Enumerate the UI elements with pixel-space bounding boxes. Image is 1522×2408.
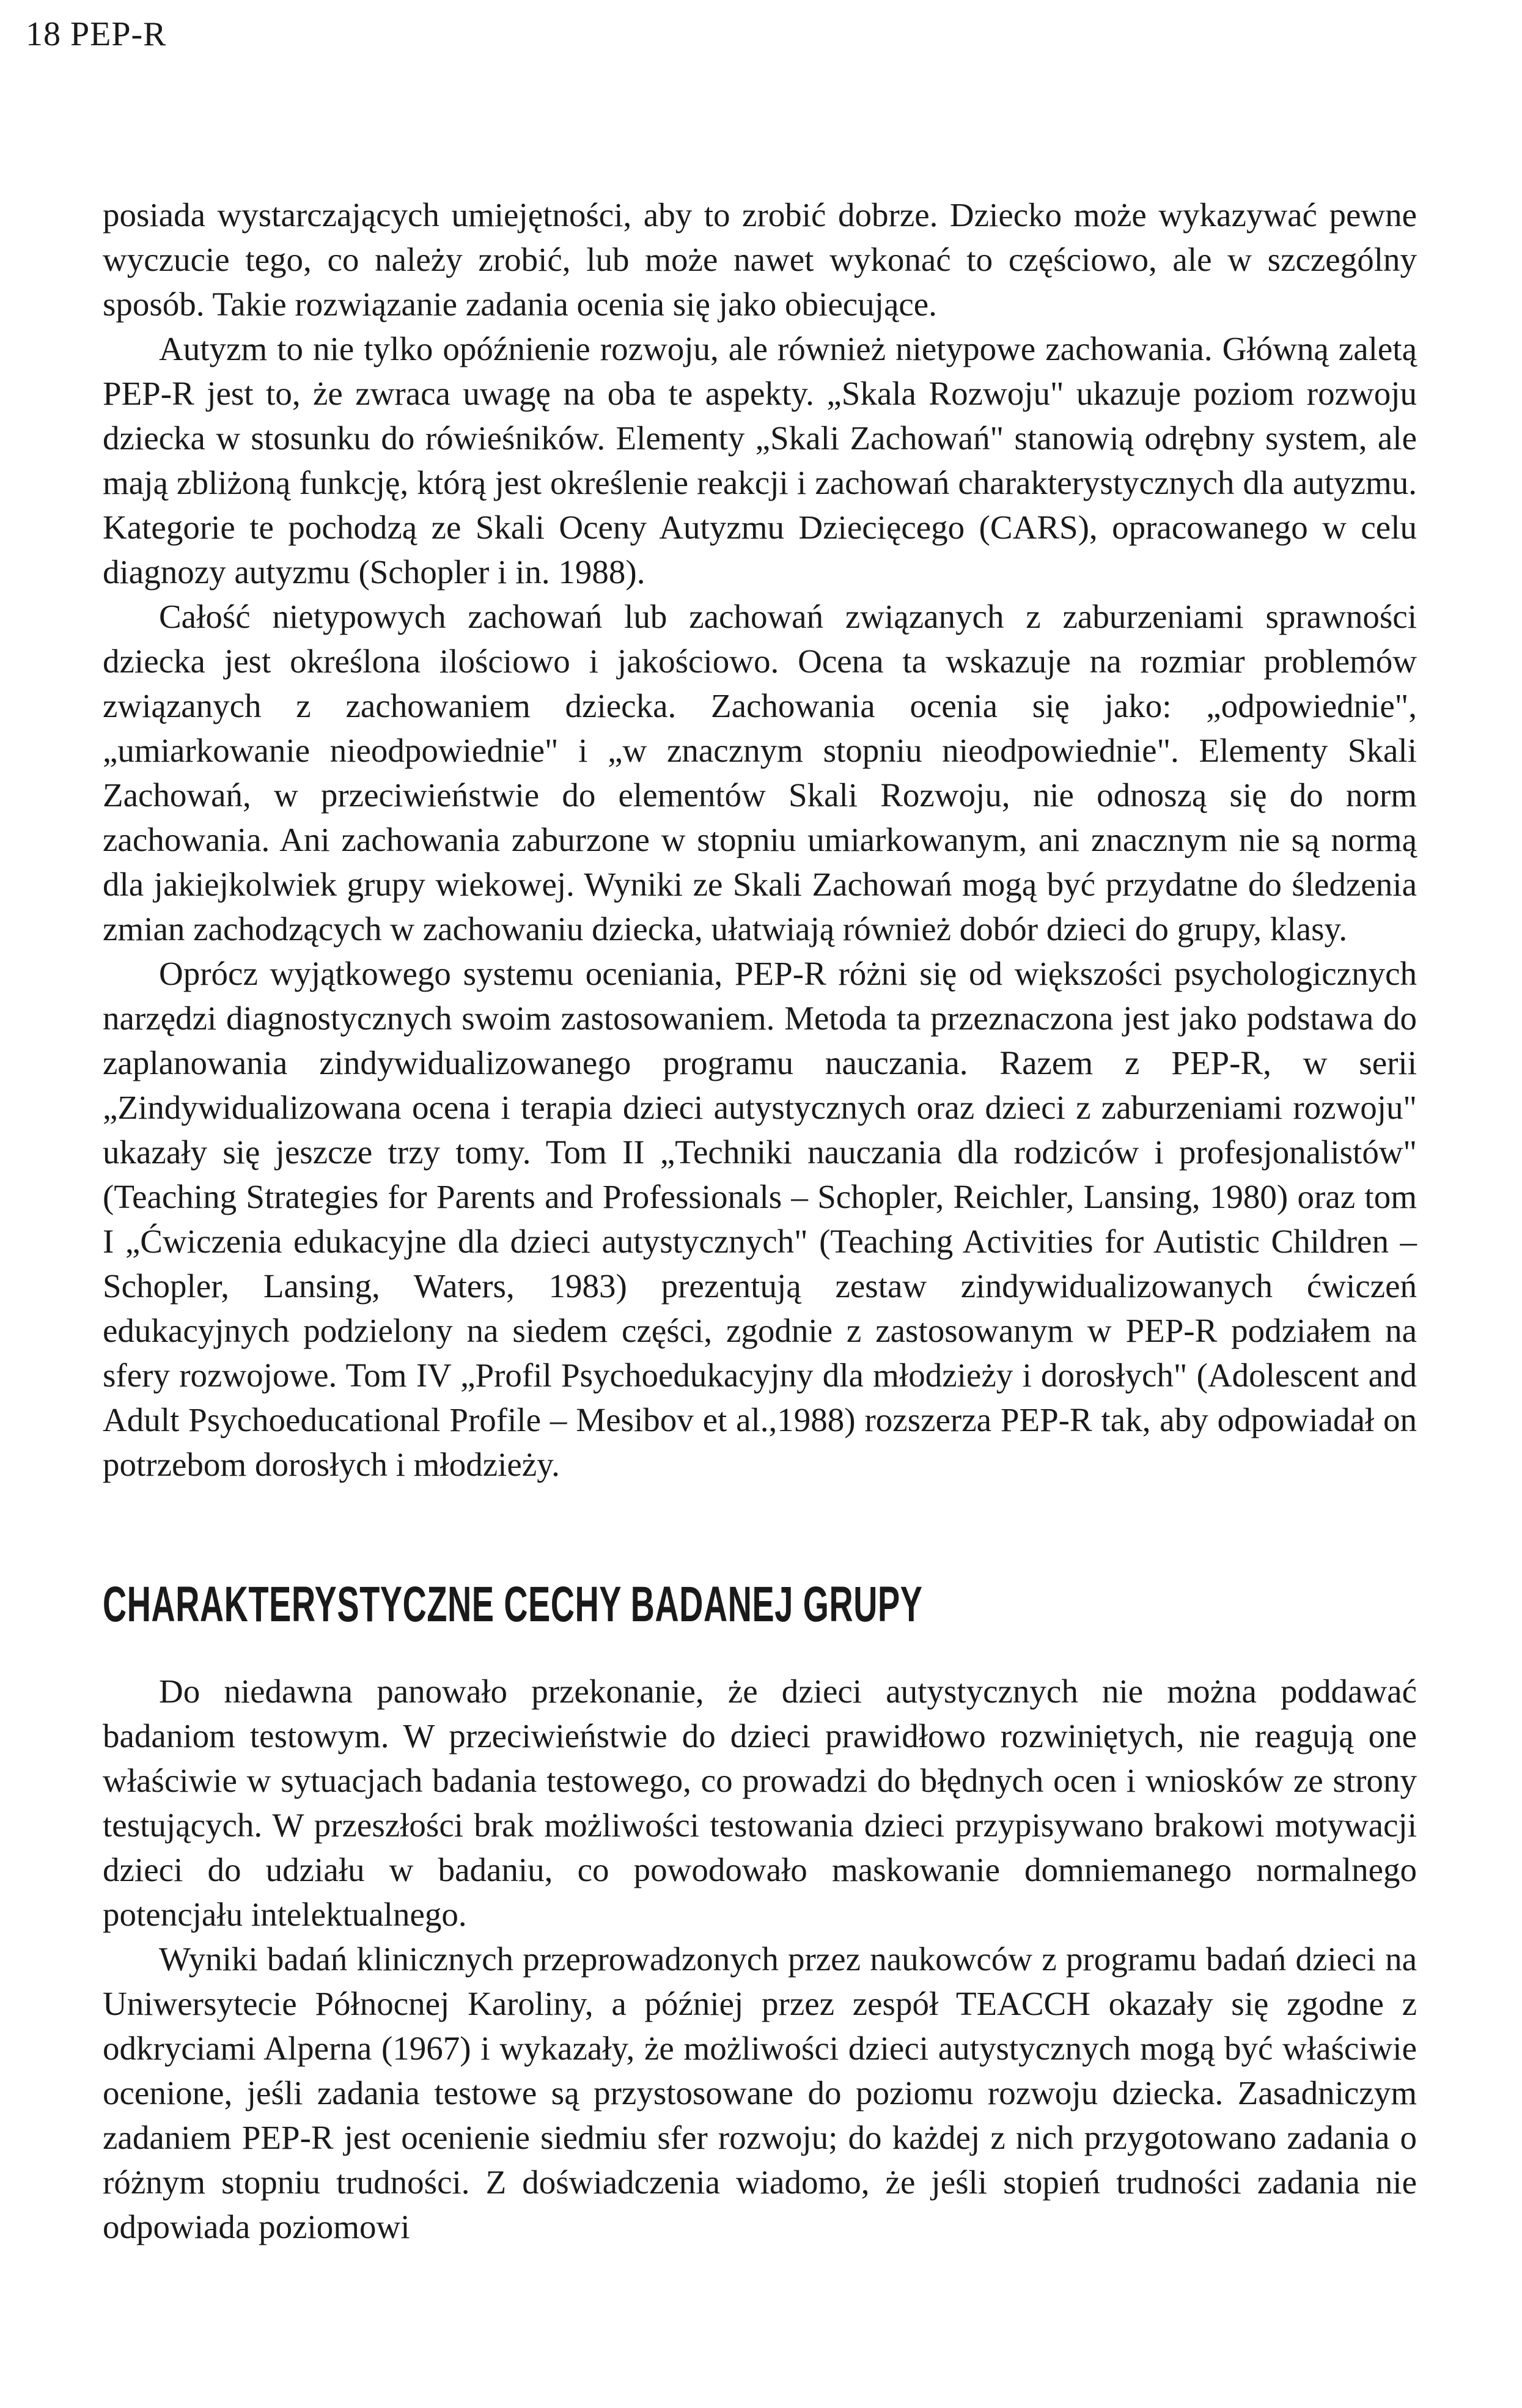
paragraph-pep-r-application: Oprócz wyjątkowego systemu oceniania, PEP-R różni się od większości psychologicznych narzędzi diagnostycznych swoim zastosowaniem. Metoda ta przeznaczona jest jako podstawa do zaplanowania zindywidualizowanego programu nauczania. Razem z PEP-R, w serii „Zindywidualizowana ocena i terapia dzieci autystycznych oraz dzieci z zaburzeniami rozwoju" ukazały się jeszcze trzy tomy. Tom II „Techniki nauczania dla rodziców i profesjonalistów" (Teaching Strategies for Parents and Professionals – Schopler, Reichler, Lansing, 1980) oraz tom I „Ćwiczenia edukacyjne dla dzieci autystycznych" (Teaching Activities for Autistic Children – Schopler, Lansing, Waters, 1983) prezentują zestaw zindywidualizowanych ćwiczeń edukacyjnych podzielony na siedem części, zgodnie z zastosowanym w PEP-R podziałem na sfery rozwojowe. Tom IV „Profil Psychoedukacyjny dla młodzieży i dorosłych" (Adolescent and Adult Psychoeducational Profile – Mesibov et al.,1988) rozszerza PEP-R tak, aby odpowiadał on potrzebom dorosłych i młodzieży. [103,955,1417,1483]
paragraph-research-results: Wyniki badań klinicznych przeprowadzonych przez naukowców z programu badań dzieci na Uniwersytecie Północnej Karoliny, a później przez zespół TEACCH okazały się zgodne z odkryciami Alperna (1967) i wykazały, że możliwości dzieci autystycznych mogą być właściwie ocenione, jeśli zadania testowe są przystosowane do poziomu rozwoju dziecka. Zasadniczym zadaniem PEP-R jest ocenienie siedmiu sfer rozwoju; do każdej z nich przygotowano zadania o różnym stopniu trudności. Z doświadczenia wiadomo, że jeśli stopień trudności zadania nie odpowiada poziomowi [103,1940,1417,2246]
paragraph-testing-beliefs: Do niedawna panowało przekonanie, że dzieci autystycznych nie można poddawać badaniom testowym. W przeciwieństwie do dzieci prawidłowo rozwiniętych, nie reagują one właściwie w sytuacjach badania testowego, co prowadzi do błędnych ocen i wniosków ze strony testujących. W przeszłości brak możliwości testowania dzieci przypisywano brakowi motywacji dzieci do udziału w badaniu, co powodowało maskowanie domniemanego normalnego potencjału intelektualnego. [103,1673,1417,1934]
page-header: 18 PEP-R [26,15,167,53]
section-heading: CHARAKTERYSTYCZNE CECHY BADANEJ GRUPY [103,1577,923,1632]
paragraph-behavior-scale: Całość nietypowych zachowań lub zachowań związanych z zaburzeniami sprawności dziecka jest określona ilościowo i jakościowo. Ocena ta wskazuje na rozmiar problemów związanych z zachowaniem dziecka. Zachowania ocenia się jako: „odpowiednie", „umiarkowanie nieodpowiednie" i „w znacznym stopniu nieodpowiednie". Elementy Skali Zachowań, w przeciwieństwie do elementów Skali Rozwoju, nie odnoszą się do norm zachowania. Ani zachowania zaburzone w stopniu umiarkowanym, ani znacznym nie są normą dla jakiejkolwiek grupy wiekowej. Wyniki ze Skali Zachowań mogą być przydatne do śledzenia zmian zachodzących w zachowaniu dziecka, ułatwiają również dobór dzieci do grupy, klasy. [103,598,1417,948]
paragraph-autism-aspects: Autyzm to nie tylko opóźnienie rozwoju, ale również nietypowe zachowania. Główną zaletą PEP-R jest to, że zwraca uwagę na oba te aspekty. „Skala Rozwoju" ukazuje poziom rozwoju dziecka w stosunku do rówieśników. Elementy „Skali Zachowań" stanowią odrębny system, ale mają zbliżoną funkcję, którą jest określenie reakcji i zachowań charakterystycznych dla autyzmu. Kategorie te pochodzą ze Skali Oceny Autyzmu Dziecięcego (CARS), opracowanego w celu diagnozy autyzmu (Schopler i in. 1988). [103,330,1417,591]
paragraph-continuation: posiada wystarczających umiejętności, aby to zrobić dobrze. Dziecko może wykazywać pewne wyczucie tego, co należy zrobić, lub może nawet wykonać to częściowo, ale w szczególny sposób. Takie rozwiązanie zadania ocenia się jako obiecujące. [103,196,1417,323]
page-content [103,193,1417,2249]
